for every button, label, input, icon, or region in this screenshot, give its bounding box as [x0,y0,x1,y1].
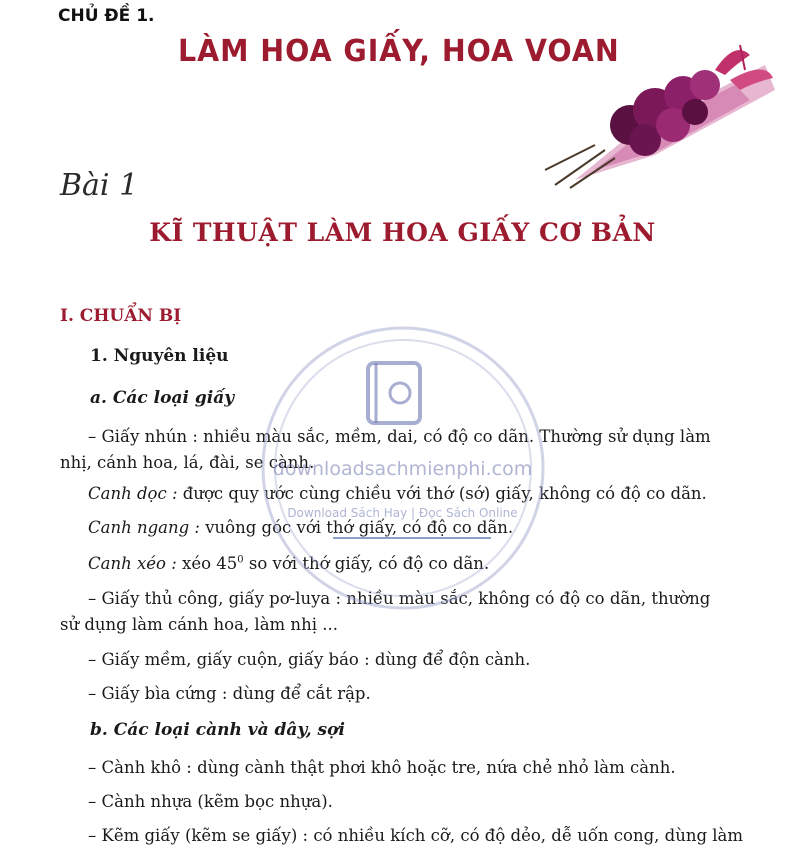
section-heading: I. CHUẨN BỊ [60,306,182,326]
text-canh-xeo-post: so với thớ giấy, có độ co dãn. [243,554,490,573]
line-cardboard: – Giấy bìa cứng : dùng để cắt rập. [88,684,371,703]
subheading-materials: 1. Nguyên liệu [90,346,229,366]
term-canh-ngang: Canh ngang : [88,518,200,537]
text-canh-doc: được quy ước cùng chiều với thớ (sớ) giấy, không có độ co dãn. [177,484,707,503]
line-canh-xeo [88,554,489,573]
paragraph-crepe-paper: – Giấy nhún : nhiều màu sắc, mềm, dai, có độ co dãn. Thường sử dụng làm nhị, cánh hoa, lá, đài, se cành. [60,427,711,472]
line-soft-paper: – Giấy mềm, giấy cuộn, giấy báo : dùng để độn cành. [88,650,531,669]
line-canh-doc [88,484,707,503]
paragraph-craft-paper: – Giấy thủ công, giấy pơ-luya : nhiều màu sắc, không có độ co dãn, thường sử dụng làm cánh hoa, làm nhị ... [60,589,711,634]
text-canh-ngang: vuông góc với thớ giấy, có độ co dãn. [199,518,514,537]
line-plastic-branch: – Cành nhựa (kẽm bọc nhựa). [88,792,333,811]
line-dry-branch: – Cành khô : dùng cành thật phơi khô hoặc tre, nứa chẻ nhỏ làm cành. [88,758,676,777]
chapter-label: CHỦ ĐỀ 1. [58,6,155,26]
term-canh-xeo: Canh xéo : [88,554,177,573]
flower-bouquet-image [535,30,780,190]
book-at-icon [368,363,420,423]
line-canh-ngang [88,518,513,537]
chapter-title: LÀM HOA GIẤY, HOA VOAN [178,34,620,69]
text-canh-xeo: xéo 45 [176,554,238,573]
subheading-paper-types: a. Các loại giấy [90,388,235,408]
line-paper-wire: – Kẽm giấy (kẽm se giấy) : có nhiều kích cỡ, có độ dẻo, dễ uốn cong, dùng làm [88,826,744,845]
lesson-title: KĨ THUẬT LÀM HOA GIẤY CƠ BẢN [149,218,656,247]
subheading-branches: b. Các loại cành và dây, sợi [90,720,345,740]
lesson-label: Bài 1 [60,168,139,203]
watermark-site: downloadsachmienphi.com [272,458,533,480]
watermark-tagline: Download Sách Hay | Đọc Sách Online [287,506,518,520]
term-canh-doc: Canh dọc : [88,484,178,503]
degree-superscript: 0 [237,554,244,566]
